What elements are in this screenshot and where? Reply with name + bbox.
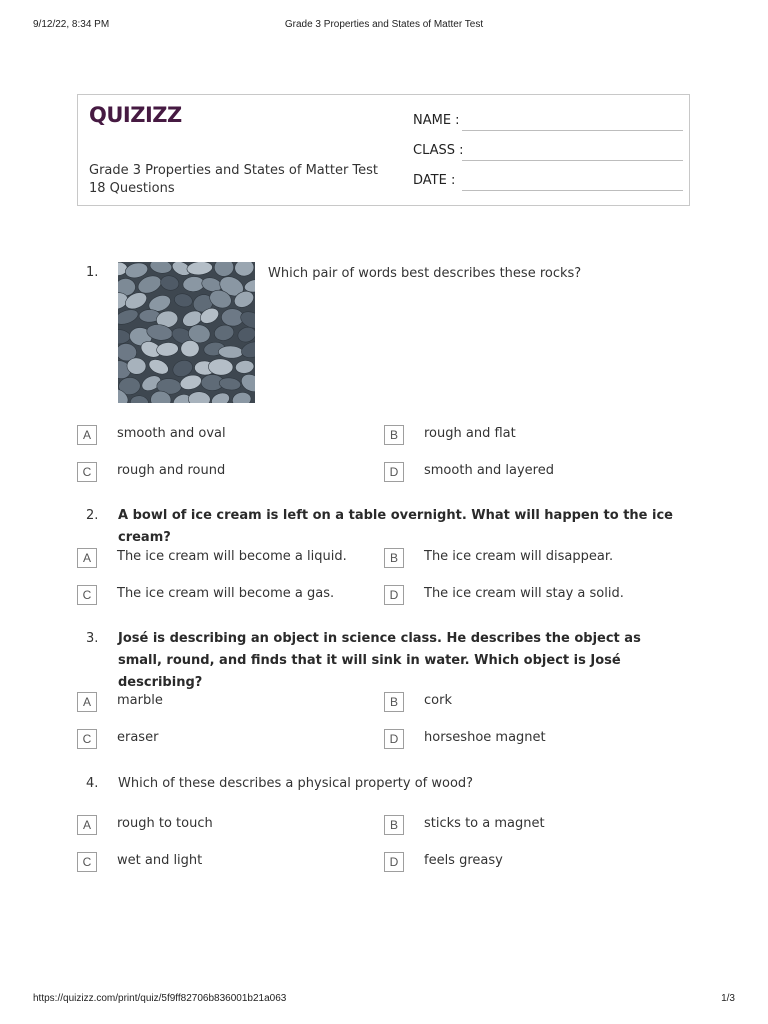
- print-footer: [0, 990, 768, 1010]
- option-letter: C: [77, 729, 97, 749]
- option-text: cork: [424, 693, 452, 708]
- option-letter: C: [77, 585, 97, 605]
- print-datetime: 9/12/22, 8:34 PM: [33, 19, 110, 30]
- option-a[interactable]: [77, 425, 357, 447]
- option-letter: D: [384, 462, 404, 482]
- option-text: smooth and oval: [117, 426, 226, 441]
- question-text: José is describing an object in science class. He describes the object as small, round, and finds that it will sink in water. Which object is José describing?: [118, 631, 641, 690]
- question-number: 2.: [86, 508, 99, 523]
- class-field[interactable]: [413, 142, 683, 162]
- option-b[interactable]: [384, 548, 664, 570]
- option-text: The ice cream will become a gas.: [117, 586, 335, 601]
- option-letter: A: [77, 815, 97, 835]
- name-label: NAME :: [413, 113, 460, 128]
- print-doc-title: Grade 3 Properties and States of Matter Test: [284, 19, 484, 30]
- option-letter: B: [384, 815, 404, 835]
- option-a[interactable]: [77, 815, 357, 837]
- print-header: [0, 0, 768, 48]
- option-c[interactable]: [77, 729, 357, 751]
- question-number: 3.: [86, 631, 99, 646]
- option-text: The ice cream will become a liquid.: [117, 549, 347, 564]
- option-text: rough and flat: [424, 426, 516, 441]
- option-letter: B: [384, 548, 404, 568]
- question-number: 1.: [86, 265, 99, 280]
- quiz-header-box: [77, 94, 690, 206]
- quizizz-logo: QUIZIZZ: [89, 103, 182, 127]
- option-letter: A: [77, 425, 97, 445]
- option-text: wet and light: [117, 853, 203, 868]
- option-letter: C: [77, 462, 97, 482]
- option-d[interactable]: [384, 462, 664, 484]
- option-letter: A: [77, 548, 97, 568]
- option-a[interactable]: [77, 692, 357, 714]
- option-b[interactable]: [384, 815, 664, 837]
- question-text: Which pair of words best describes these rocks?: [268, 266, 582, 281]
- option-text: rough and round: [117, 463, 226, 478]
- class-label: CLASS :: [413, 143, 464, 158]
- option-text: sticks to a magnet: [424, 816, 545, 831]
- quiz-title: Grade 3 Properties and States of Matter Test: [89, 163, 379, 178]
- option-text: marble: [117, 693, 163, 708]
- option-text: smooth and layered: [424, 463, 554, 478]
- date-label: DATE :: [413, 173, 456, 188]
- option-d[interactable]: [384, 585, 664, 607]
- question-count: 18 Questions: [89, 181, 175, 196]
- question-number: 4.: [86, 776, 99, 791]
- option-letter: D: [384, 852, 404, 872]
- option-text: horseshoe magnet: [424, 730, 546, 745]
- class-line: [462, 160, 683, 161]
- name-field[interactable]: [413, 112, 683, 132]
- option-letter: C: [77, 852, 97, 872]
- option-text: The ice cream will stay a solid.: [424, 586, 624, 601]
- name-line: [462, 130, 683, 131]
- date-line: [462, 190, 683, 191]
- option-letter: D: [384, 585, 404, 605]
- option-a[interactable]: [77, 548, 357, 570]
- option-letter: B: [384, 692, 404, 712]
- rocks-image: [118, 262, 255, 403]
- option-letter: D: [384, 729, 404, 749]
- option-c[interactable]: [77, 585, 357, 607]
- question-text: Which of these describes a physical property of wood?: [118, 776, 474, 791]
- page-number: 1/3: [721, 993, 735, 1004]
- question-text: A bowl of ice cream is left on a table overnight. What will happen to the ice cream?: [118, 508, 673, 545]
- option-c[interactable]: [77, 462, 357, 484]
- option-text: The ice cream will disappear.: [424, 549, 614, 564]
- option-b[interactable]: [384, 425, 664, 447]
- option-b[interactable]: [384, 692, 664, 714]
- option-d[interactable]: [384, 729, 664, 751]
- footer-url[interactable]: https://quizizz.com/print/quiz/5f9ff82706b836001b21a063: [33, 993, 287, 1004]
- option-d[interactable]: [384, 852, 664, 874]
- option-text: feels greasy: [424, 853, 503, 868]
- option-text: rough to touch: [117, 816, 213, 831]
- date-field[interactable]: [413, 172, 683, 192]
- option-c[interactable]: [77, 852, 357, 874]
- option-text: eraser: [117, 730, 159, 745]
- option-letter: B: [384, 425, 404, 445]
- option-letter: A: [77, 692, 97, 712]
